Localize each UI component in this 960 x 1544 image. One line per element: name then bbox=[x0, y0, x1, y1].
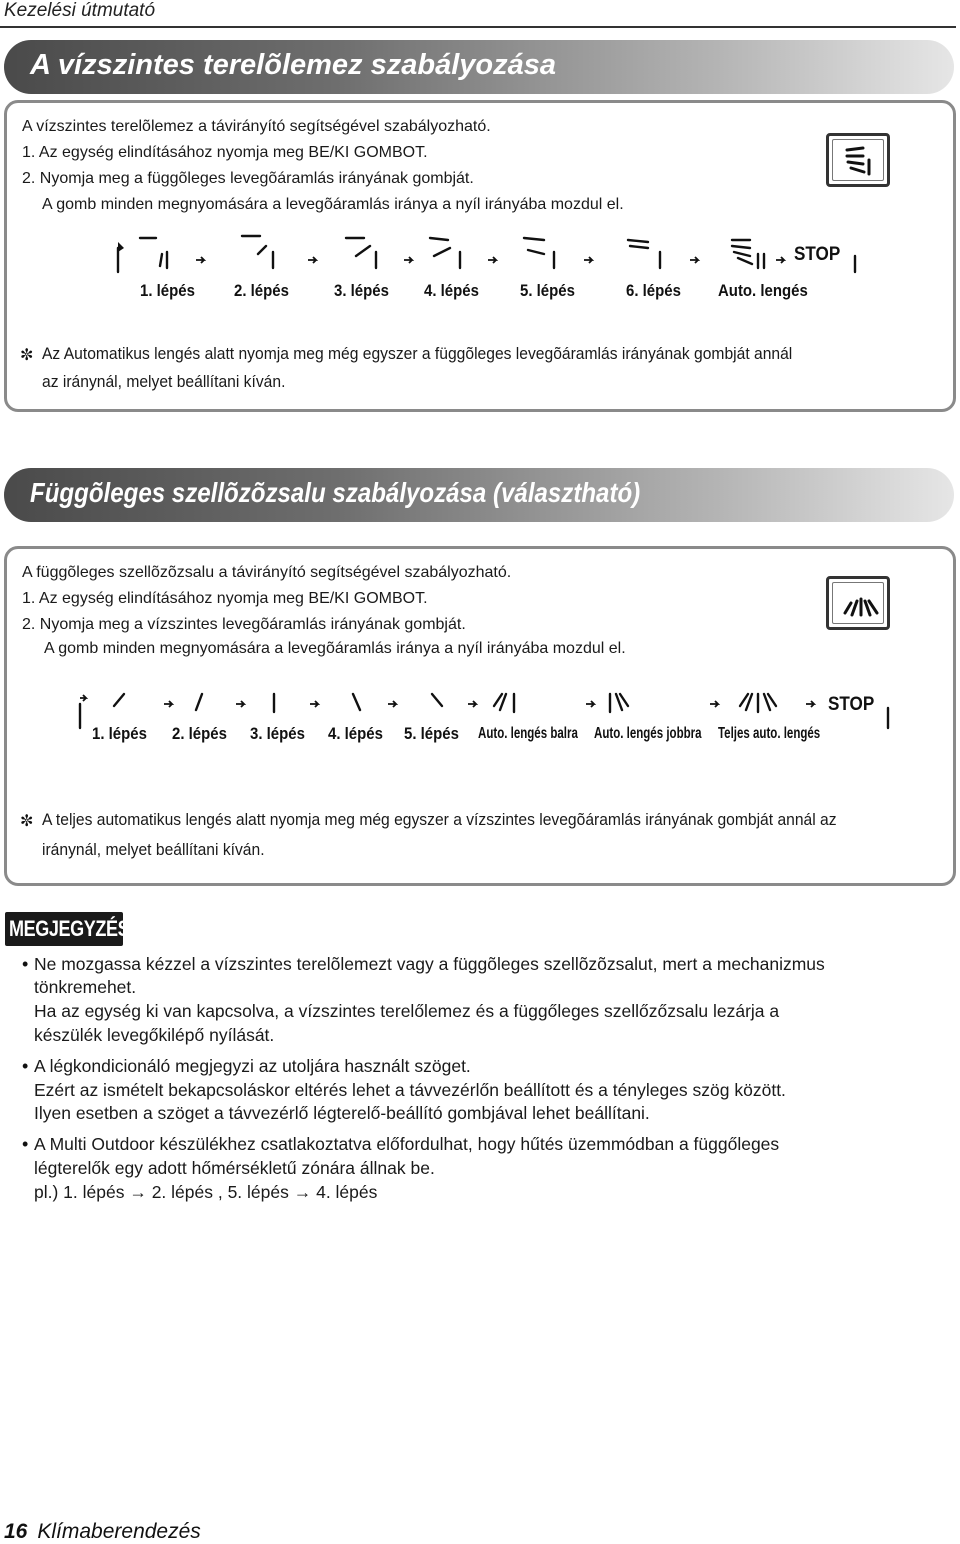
section2-title: Függõleges szellõzõzsalu szabályozása (választható) bbox=[30, 477, 641, 508]
section2-note-line-2: iránynál, melyet beállítani kíván. bbox=[42, 840, 265, 859]
section1-line-3: 2. Nyomja meg a függõleges levegõáramlás irányának gombját. bbox=[22, 170, 474, 187]
note2-line-1: A légkondicionáló megjegyzi az utoljára használt szöget. bbox=[34, 1056, 471, 1076]
section2-stop-label: STOP bbox=[828, 694, 875, 715]
note1-line-3: Ha az egység ki van kapcsolva, a vízszintes terelőlemez és a függőleges szellőzőzsalu lezárja a bbox=[34, 1001, 780, 1021]
section2-banner bbox=[4, 468, 954, 522]
section2-step-auto-left: Auto. lengés balra bbox=[478, 725, 578, 742]
note1-line-4: készülék levegőkilépő nyílását. bbox=[34, 1025, 275, 1045]
section1-line-2: 1. Az egység elindításához nyomja meg BE/KI GOMBOT. bbox=[22, 144, 428, 161]
section1-step-1: 1. lépés bbox=[140, 281, 195, 300]
section1-step-6: 6. lépés bbox=[626, 281, 681, 300]
section1-note-line-1: Az Automatikus lengés alatt nyomja meg még egyszer a függõleges levegõáramlás irányának gombját annál bbox=[42, 344, 793, 363]
note-star-icon: ✼ bbox=[20, 347, 34, 364]
notes-label: MEGJEGYZÉS bbox=[9, 916, 130, 941]
section1-step-diagram bbox=[110, 226, 860, 274]
section1-step-auto: Auto. lengés bbox=[718, 281, 808, 300]
bullet-icon: • bbox=[22, 1134, 29, 1154]
section2-note-line-1: A teljes automatikus lengés alatt nyomja meg még egyszer a vízszintes levegõáramlás irányának gombját annál az bbox=[42, 810, 837, 829]
note3-line-3: pl.) 1. lépés → 2. lépés , 5. lépés → 4. lépés bbox=[34, 1182, 378, 1202]
note1-line-1: Ne mozgassa kézzel a vízszintes terelõlemezt vagy a függõleges szellõzõzsalut, mert a mechanizmus bbox=[34, 954, 825, 974]
section2-step-auto-right: Auto. lengés jobbra bbox=[594, 725, 702, 742]
header-title: Kezelési útmutató bbox=[4, 0, 156, 21]
section2-step-1: 1. lépés bbox=[92, 724, 147, 743]
header-rule bbox=[0, 26, 956, 28]
vertical-airflow-button-icon bbox=[826, 133, 890, 187]
section1-step-2: 2. lépés bbox=[234, 281, 289, 300]
note2-line-3: Ilyen esetben a szöget a távvezérlő légterelő-beállító gombjával lehet beállítani. bbox=[34, 1103, 650, 1123]
section2-step-full-auto: Teljes auto. lengés bbox=[718, 725, 821, 742]
section2-line-2: 1. Az egység elindításához nyomja meg BE/KI GOMBOT. bbox=[22, 590, 428, 607]
note-star-icon: ✼ bbox=[20, 813, 34, 830]
note2-line-2: Ezért az ismételt bekapcsoláskor eltérés lehet a távvezérlőn beállított és a tényleges szög között. bbox=[34, 1080, 786, 1100]
section2-step-5: 5. lépés bbox=[404, 724, 459, 743]
footer-title: Klímaberendezés bbox=[37, 1520, 201, 1543]
page-footer bbox=[4, 1520, 201, 1544]
section1-line-1: A vízszintes terelõlemez a távirányító segítségével szabályozható. bbox=[22, 118, 491, 135]
page-number: 16 bbox=[4, 1520, 28, 1543]
section1-title: A vízszintes terelõlemez szabályozása bbox=[30, 49, 556, 81]
section2-line-1: A függõleges szellõzõzsalu a távirányító segítségével szabályozható. bbox=[22, 564, 512, 581]
section1-stop-label: STOP bbox=[794, 244, 841, 265]
section1-step-4: 4. lépés bbox=[424, 281, 479, 300]
section2-step-4: 4. lépés bbox=[328, 724, 383, 743]
bullet-icon: • bbox=[22, 1056, 29, 1076]
section1-note-line-2: az iránynál, melyet beállítani kíván. bbox=[42, 372, 286, 391]
horizontal-airflow-button-icon bbox=[826, 576, 890, 630]
note3-line-2: légterelők egy adott hőmérsékletű zónára állnak be. bbox=[34, 1158, 435, 1178]
bullet-icon: • bbox=[22, 954, 29, 974]
section2-step-2: 2. lépés bbox=[172, 724, 227, 743]
section2-line-3: 2. Nyomja meg a vízszintes levegõáramlás irányának gombját. bbox=[22, 616, 466, 633]
section1-banner bbox=[4, 40, 954, 94]
section2-line-4: A gomb minden megnyomására a levegõáramlás iránya a nyíl irányába mozdul el. bbox=[44, 640, 626, 657]
section1-step-3: 3. lépés bbox=[334, 281, 389, 300]
section1-line-4: A gomb minden megnyomására a levegõáramlás iránya a nyíl irányába mozdul el. bbox=[42, 196, 624, 213]
section1-step-5: 5. lépés bbox=[520, 281, 575, 300]
section2-step-3: 3. lépés bbox=[250, 724, 305, 743]
note1-line-2: tönkremehet. bbox=[34, 977, 137, 997]
notes-label-badge bbox=[5, 912, 130, 946]
note3-line-1: A Multi Outdoor készülékhez csatlakoztatva előfordulhat, hogy hűtés üzemmódban a függőleges bbox=[34, 1134, 780, 1154]
